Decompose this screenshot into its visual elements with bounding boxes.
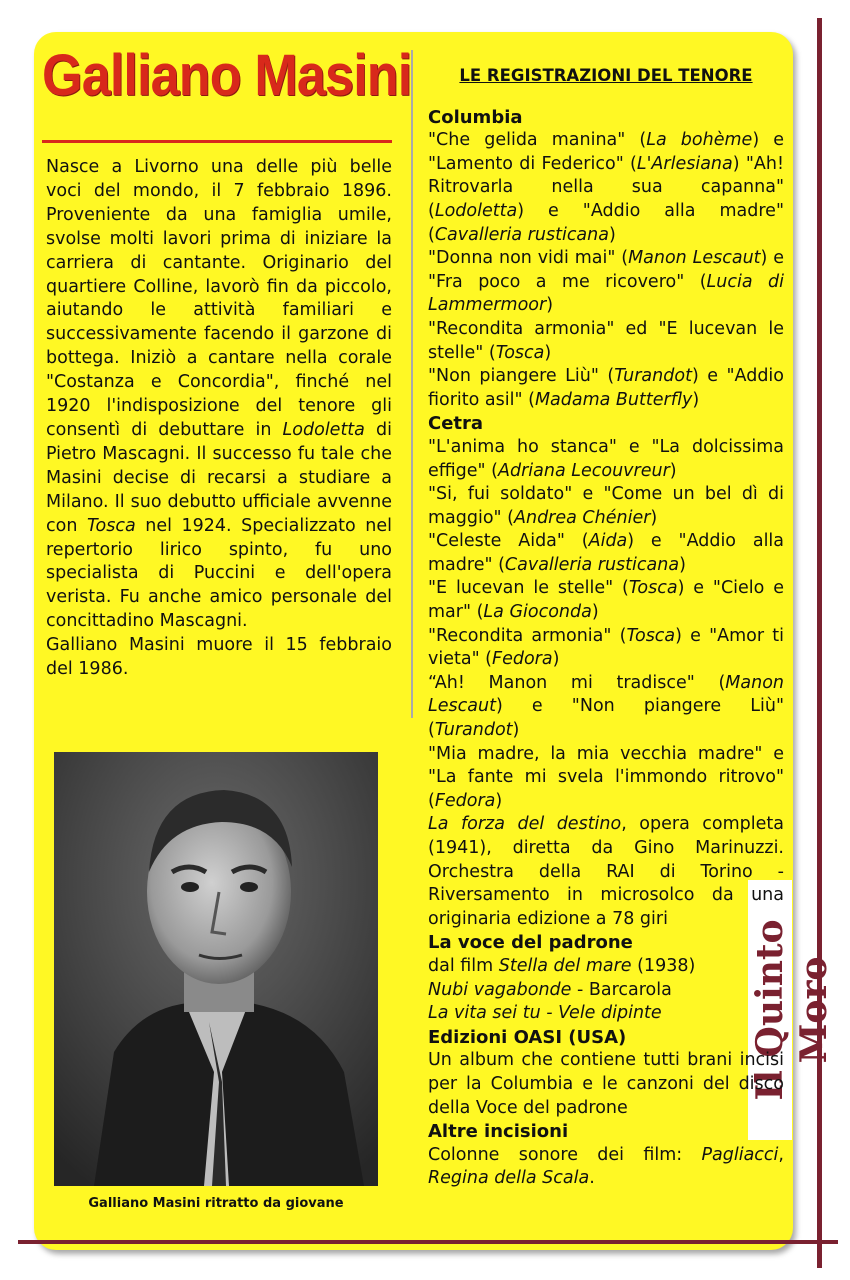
recordings-list bbox=[428, 106, 784, 1191]
italic-title: Stella del mare bbox=[498, 955, 632, 976]
biography bbox=[46, 156, 392, 682]
italic-title: Fedora bbox=[434, 790, 496, 811]
italic-title: Cavalleria rusticana bbox=[434, 224, 609, 245]
title-underline bbox=[42, 140, 392, 143]
italic-title: Tosca bbox=[86, 515, 136, 536]
label-section: Columbia bbox=[428, 106, 523, 128]
italic-title: Lodoletta bbox=[434, 200, 518, 221]
recording-item: "Recondita armonia" (Tosca) e "Amor ti vieta" (Fedora) bbox=[428, 625, 784, 670]
italic-title: Turandot bbox=[434, 720, 513, 741]
italic-title: Cavalleria rusticana bbox=[504, 554, 680, 575]
recording-item: "Celeste Aida" (Aida) e "Addio alla madre" (Cavalleria rusticana) bbox=[428, 531, 785, 575]
italic-title: Aida bbox=[588, 531, 628, 552]
italic-title: Tosca bbox=[626, 625, 676, 646]
label-section: La voce del padrone bbox=[428, 932, 633, 954]
recording-item: "Mia madre, la mia vecchia madre" e "La fante mi svela l'immondo ritrovo" (Fedora) bbox=[428, 743, 784, 811]
recording-item: dal film Stella del mare (1938) bbox=[428, 955, 696, 976]
recording-item: "Recondita armonia" ed "E lucevan le stelle" (Tosca) bbox=[428, 318, 784, 363]
italic-title: Manon Lescaut bbox=[428, 672, 784, 717]
italic-title: Tosca bbox=[628, 578, 678, 599]
italic-title: Tosca bbox=[495, 342, 545, 363]
italic-title: La bohème bbox=[646, 130, 753, 151]
italic-title: Fedora bbox=[492, 649, 553, 670]
italic-title: Madama Butterfly bbox=[534, 389, 693, 410]
column-divider bbox=[411, 50, 413, 718]
recording-item: "Donna non vidi mai" (Manon Lescaut) e "Fra poco a me ricovero" (Lucia di Lammermoor) bbox=[428, 248, 784, 316]
photo-caption: Galliano Masini ritratto da giovane bbox=[88, 1196, 344, 1211]
recording-item: "Che gelida manina" (La bohème) e "Lamento di Federico" (L'Arlesiana) "Ah! Ritrovarla nella sua capanna" (Lodoletta) e "Addio alla madre" (Cavalleria rusticana) bbox=[428, 130, 784, 245]
recording-item: "Non piangere Liù" (Turandot) e "Addio fiorito asil" (Madama Butterfly) bbox=[428, 366, 784, 410]
bio-death: Galliano Masini muore il 15 febbraio del 1986. bbox=[46, 635, 392, 680]
recording-item: La forza del destino, opera completa (1941), diretta da Gino Marinuzzi. Orchestra della RAI di Torino - Riversamento in microsolco da una originaria edizione a 78 giri bbox=[428, 814, 784, 929]
recording-item: Colonne sonore dei film: Pagliacci, Regina della Scala. bbox=[428, 1144, 784, 1189]
italic-title: Lucia di Lammermoor bbox=[428, 271, 784, 316]
portrait-photo bbox=[54, 752, 378, 1186]
recording-item: "E lucevan le stelle" (Tosca) e "Cielo e mar" (La Gioconda) bbox=[428, 578, 785, 623]
italic-title: Nubi vagabonde bbox=[428, 979, 572, 1000]
italic-title: Andrea Chénier bbox=[514, 507, 651, 528]
recording-item bbox=[428, 1002, 784, 1026]
recording-item: Un album che contiene tutti brani incisi per la Columbia e le canzoni del disco della Voce del padrone bbox=[428, 1050, 784, 1118]
recordings-column bbox=[428, 64, 784, 1191]
italic-title: L'Arlesiana bbox=[636, 153, 733, 174]
recording-item: “Ah! Manon mi tradisce" (Manon Lescaut) e "Non piangere Liù" (Turandot) bbox=[428, 672, 784, 741]
side-title: Il Quinto Moro bbox=[748, 880, 792, 1140]
page-title: Galliano Masini bbox=[42, 43, 412, 108]
italic-title: La Gioconda bbox=[483, 602, 592, 623]
recording-item: "L'anima ho stanca" e "La dolcissima effige" (Adriana Lecouvreur) bbox=[428, 436, 784, 481]
italic-title: Adriana Lecouvreur bbox=[498, 460, 670, 481]
italic-title: Lodoletta bbox=[282, 419, 365, 440]
recording-item: Nubi vagabonde - Barcarola bbox=[428, 979, 672, 1000]
label-section: Edizioni OASI (USA) bbox=[428, 1026, 627, 1048]
italic-title: La forza del destino bbox=[428, 814, 622, 835]
horizontal-decor-line bbox=[18, 1240, 838, 1244]
recordings-title: LE REGISTRAZIONI DEL TENORE bbox=[459, 66, 753, 85]
label-section: Altre incisioni bbox=[428, 1121, 569, 1143]
vertical-decor-line bbox=[817, 18, 822, 1268]
italic-title: Regina della Scala bbox=[428, 1168, 590, 1189]
italic-title: Turandot bbox=[614, 366, 692, 387]
italic-title: Manon Lescaut bbox=[628, 248, 761, 269]
bio-text: Nasce a Livorno una delle più belle voci del mondo, il 7 febbraio 1896. Proveniente da una famiglia umile, svolse molti lavori prima di iniziare la carriera di cantante. Originario del quartiere Colline, lavorò fin da piccolo, aiutando le attività familiari e successivamente facendo il garzone di bottega. Iniziò a cantare nella corale "Costanza e Concordia", finché nel 1920 l'indisposizione del tenore gli consentì di debuttare in Lodoletta di Pietro Mascagni. Il successo fu tale che Masini decise di recarsi a studiare a Milano. Il suo debutto ufficiale avvenne con Tosca nel 1924. Specializzato nel repertorio lirico spinto, fu uno specialista di Puccini e dell'opera verista. Fu anche amico personale del concittadino Mascagni. bbox=[46, 157, 393, 632]
recording-item: "Si, fui soldato" e "Come un bel dì di maggio" (Andrea Chénier) bbox=[428, 484, 784, 528]
italic-title: La vita sei tu - Vele dipinte bbox=[428, 1003, 662, 1024]
italic-title: Pagliacci bbox=[701, 1144, 779, 1165]
label-section: Cetra bbox=[428, 413, 484, 435]
